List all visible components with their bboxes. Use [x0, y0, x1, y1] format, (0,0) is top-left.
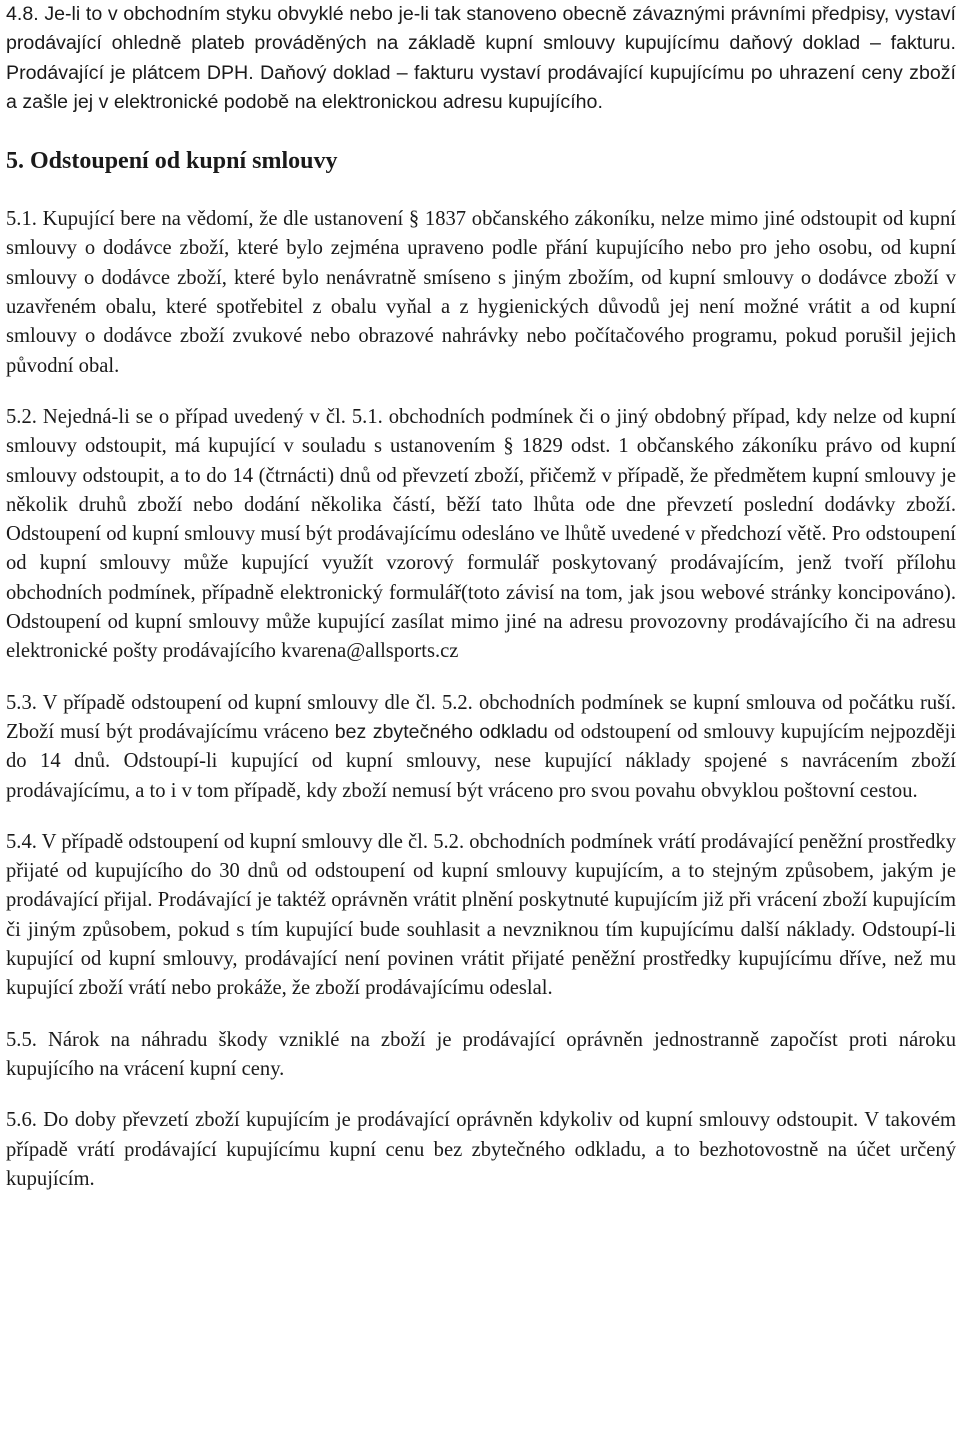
document-page	[6, 0, 956, 1194]
paragraph-text: Je-li to v obchodním styku obvyklé nebo je-li tak stanoveno obecně závaznými právními předpisy, vystaví prodávající ohledně plateb prováděných na základě kupní smlouvy kupujícímu daňový doklad – fakturu. Prodávající je plátcem DPH. Daňový doklad – fakturu vystaví prodávající kupujícímu po uhrazení ceny zboží a zašle jej v elektronické podobě na elektronickou adresu kupujícího.	[6, 3, 956, 113]
paragraph-5-4: 5.4. V případě odstoupení od kupní smlouvy dle čl. 5.2. obchodních podmínek vrátí prodávající peněžní prostředky přijaté od kupujícího do 30 dnů od odstoupení od kupní smlouvy kupujícím, a to stejným způsobem, jakým je prodávající přijal. Prodávající je taktéž oprávněn vrátit plnění poskytnuté kupujícím již při vrácení zboží kupujícím či jiným způsobem, pokud s tím kupující bude souhlasit a nevzniknou tím kupujícímu další náklady. Odstoupí-li kupující od kupní smlouvy, prodávající není povinen vrátit přijaté peněžní prostředky kupujícímu dříve, než mu kupující zboží vrátí nebo prokáže, že zboží prodávajícímu odeslal.	[6, 830, 956, 1000]
paragraph-text: 5.3. V případě odstoupení od kupní smlouvy dle čl. 5.2. obchodních podmínek se kupní smlouva od počátku ruší. Zboží musí být prodávajícímu vráceno	[6, 691, 956, 743]
paragraph-5-1: 5.1. Kupující bere na vědomí, že dle ustanovení § 1837 občanského zákoníku, nelze mimo jiné odstoupit od kupní smlouvy o dodávce zboží, které bylo zejména upraveno podle přání kupujícího nebo pro jeho osobu, od kupní smlouvy o dodávce zboží, které bylo nenávratně smíseno s jiným zbožím, od kupní smlouvy o dodávce zboží v uzavřeném obalu, které spotřebitel z obalu vyňal a z hygienických důvodů jej není možné vrátit a od kupní smlouvy o dodávce zboží zvukové nebo obrazové nahrávky nebo počítačového programu, pokud porušil jejich původní obal.	[6, 208, 956, 377]
section-heading: 5. Odstoupení od kupní smlouvy	[6, 148, 338, 175]
paragraph-5-6: 5.6. Do doby převzetí zboží kupujícím je prodávající oprávněn kdykoliv od kupní smlouvy odstoupit. V takovém případě vrátí prodávající kupujícímu kupní cenu bez zbytečného odkladu, a to bezhotovostně na účet určený kupujícím.	[6, 1109, 956, 1190]
emphasis-text: bez zbytečného odkladu	[334, 720, 548, 743]
paragraph-4-8	[6, 0, 956, 117]
paragraph-text: od odstoupení od smlouvy kupujícím nejpozději do 14 dnů. Odstoupí-li kupující od kupní smlouvy, nese kupující náklady spojené s navrácením zboží prodávajícímu, a to i v tom případě, kdy zboží nemusí být vráceno pro svou povahu obvyklou poštovní cestou.	[6, 720, 956, 802]
paragraph-5-2: 5.2. Nejedná-li se o případ uvedený v čl. 5.1. obchodních podmínek či o jiný obdobný případ, kdy nelze od kupní smlouvy odstoupit, má kupující v souladu s ustanovením § 1829 odst. 1 občanského zákoníku právo od kupní smlouvy odstoupit, a to do 14 (čtrnácti) dnů od převzetí zboží, přičemž v případě, že předmětem kupní smlouvy je několik druhů zboží nebo dodání několika částí, běží tato lhůta ode dne převzetí poslední dodávky zboží. Odstoupení od kupní smlouvy musí být prodávajícímu odesláno ve lhůtě uvedené v předchozí větě. Pro odstoupení od kupní smlouvy může kupující využít vzorový formulář poskytovaný prodávajícím, jenž tvoří přílohu obchodních podmínek, případně elektronický formulář(toto závisí na tom, jak jsou webové stránky koncipováno). Odstoupení od kupní smlouvy může kupující zasílat mimo jiné na adresu provozovny prodávajícího či na adresu elektronické pošty prodávajícího kvarena@allsports.cz	[6, 405, 956, 663]
paragraph-5-5: 5.5. Nárok na náhradu škody vzniklé na zboží je prodávající oprávněn jednostranně započíst proti nároku kupujícího na vrácení kupní ceny.	[6, 1028, 956, 1080]
paragraph-number: 4.8.	[6, 3, 39, 25]
paragraph-5-3	[6, 689, 956, 806]
